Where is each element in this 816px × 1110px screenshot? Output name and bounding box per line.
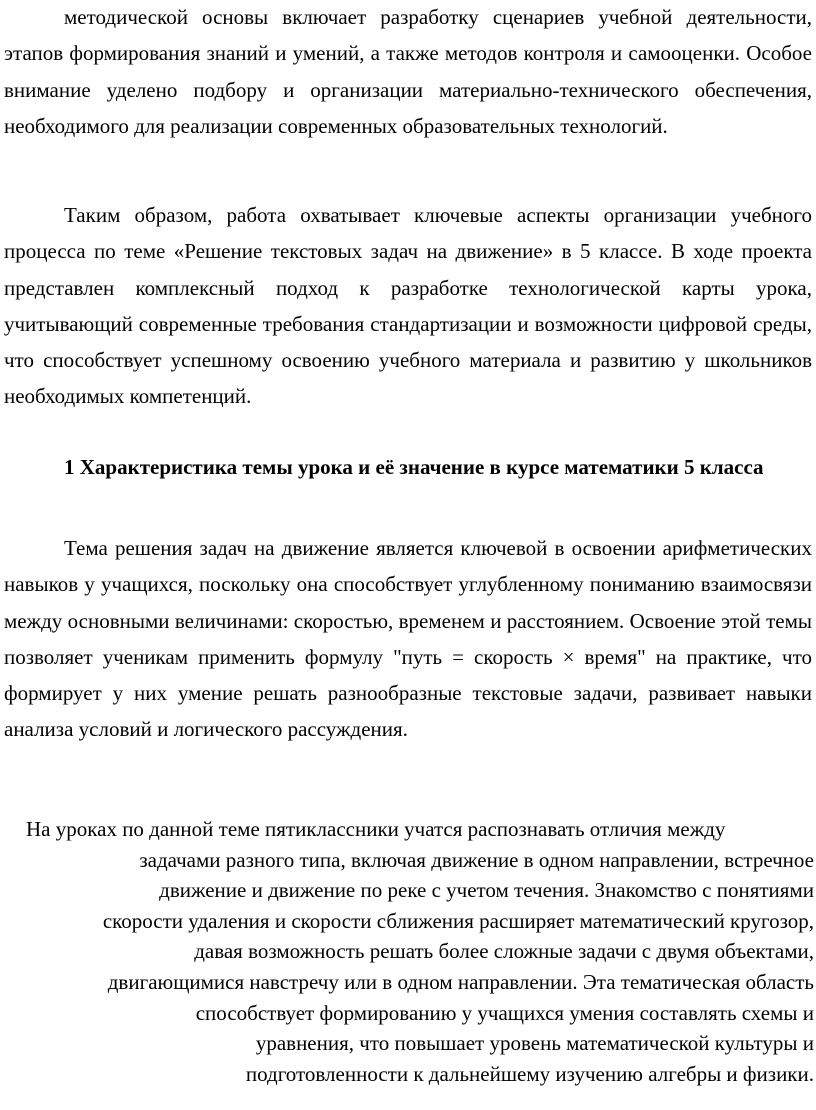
text-line: подготовленности к дальнейшему изучению алгебры и физики. (245, 1061, 814, 1086)
paragraph-summary: Таким образом, работа охватывает ключевые аспекты организации учебного процесса по теме «Решение текстовых задач на движение» в 5 классе. В ходе проекта представлен комплексный подход к разработке технологической карты урока, учитывающий современные требования стандартизации и возможности цифровой среды, что способствует успешному освоению учебного материала и развитию у школьников необходимых компетенций. (4, 203, 812, 409)
paragraph-methodology: методической основы включает разработку сценариев учебной деятельности, этапов формирования знаний и умений, а также методов контроля и самооценки. Особое внимание уделено подбору и организации материально-технического обеспечения, необходимого для реализации современных образовательных технологий. (4, 5, 812, 138)
paragraph-lesson-content (0, 814, 816, 1089)
text-line: способствует формированию у учащихся умения составлять схемы и (195, 1000, 814, 1025)
text-line: движение и движение по реке с учетом течения. Знакомство с понятиями (159, 878, 814, 903)
section-heading: 1 Характеристика темы урока и её значение в курсе математики 5 класса (64, 455, 764, 479)
text-line: задачами разного типа, включая движение в одном направлении, встречное (139, 847, 814, 872)
text-line: двигающимися навстречу или в одном направлении. Эта тематическая область (107, 969, 814, 994)
text-line: уравнения, что повышает уровень математической культуры и (255, 1031, 814, 1056)
text-line: На уроках по данной теме пятиклассники учатся распознавать отличия между (26, 817, 726, 841)
text-line: скорости удаления и скорости сближения расширяет математический кругозор, (102, 908, 814, 933)
text-line: давая возможность решать более сложные задачи с двумя объектами, (194, 939, 814, 964)
paragraph-topic-importance: Тема решения задач на движение является ключевой в освоении арифметических навыков у учащихся, поскольку она способствует углубленному пониманию взаимосвязи между основными величинами: скоростью, временем и расстоянием. Освоение этой темы позволяет ученикам применить формулу "путь = скорость × время" на практике, что формирует у них умение решать разнообразные текстовые задачи, развивает навыки анализа условий и логического рассуждения. (4, 536, 812, 742)
